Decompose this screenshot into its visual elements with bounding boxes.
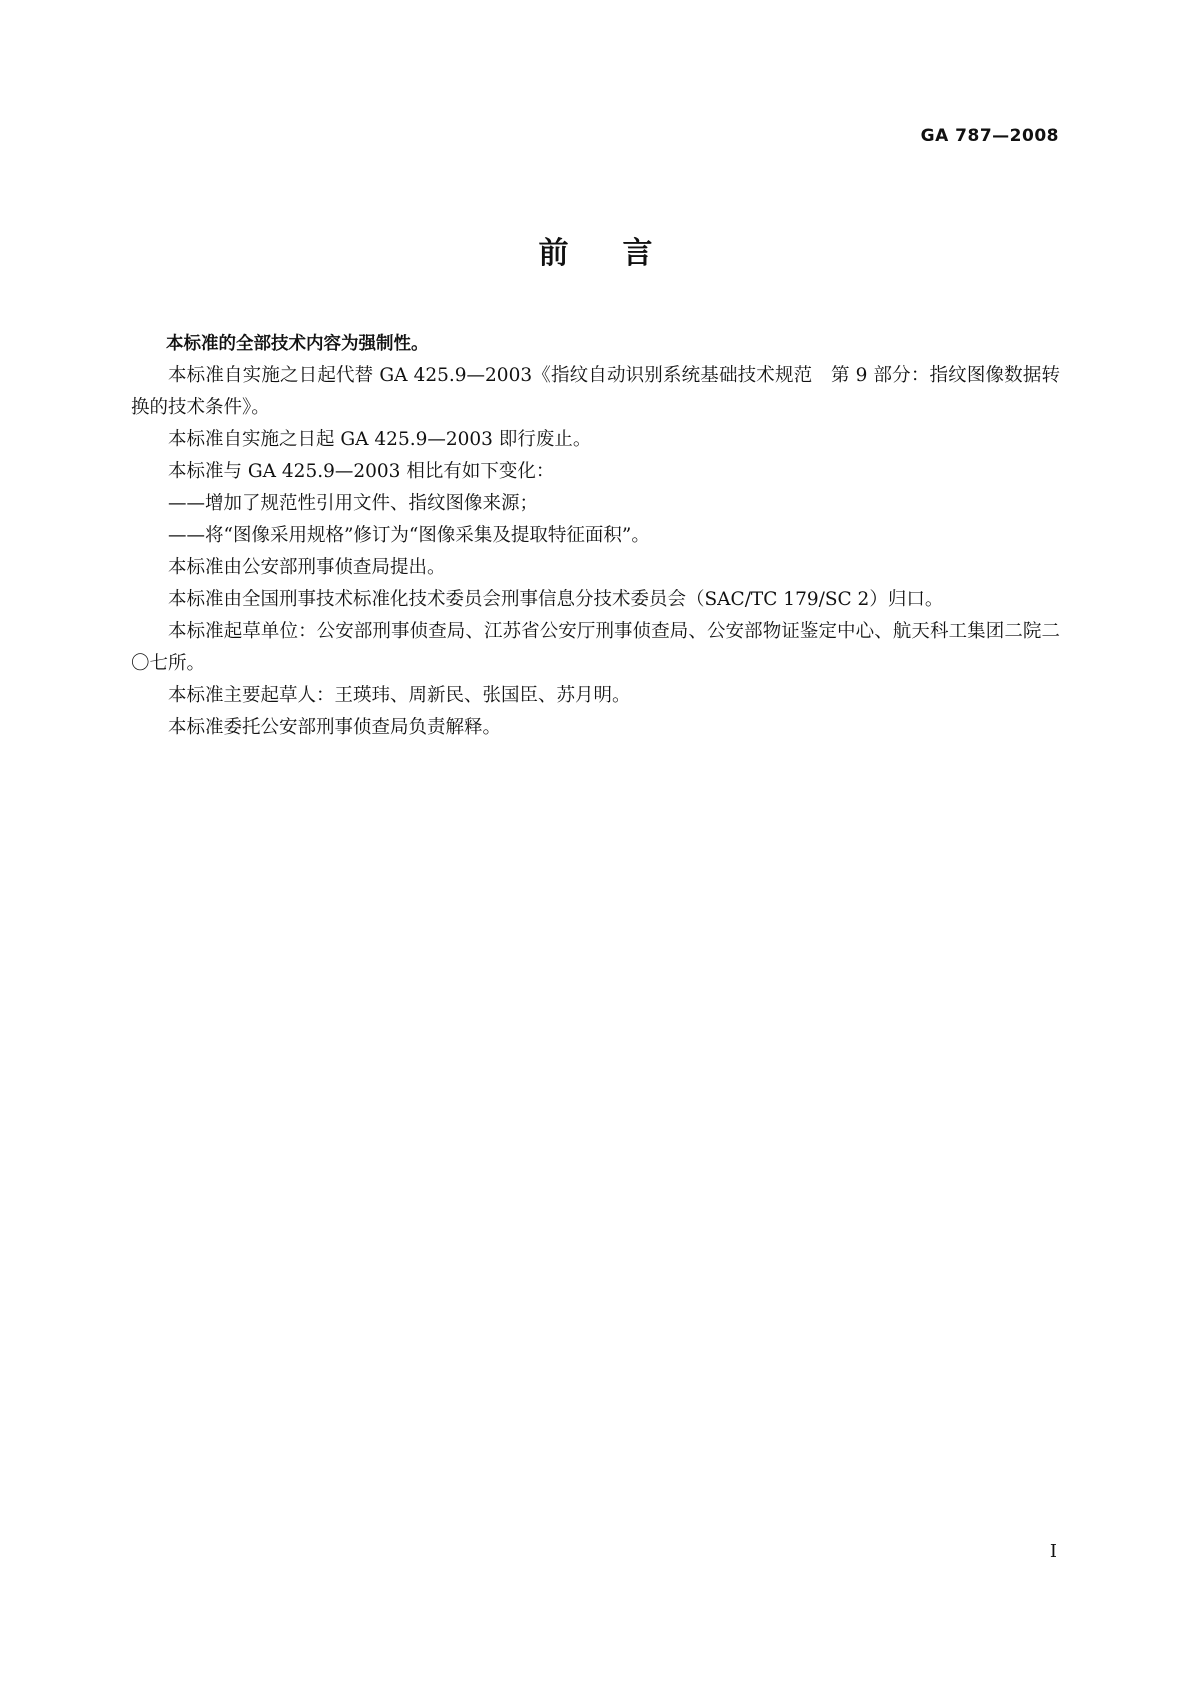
paragraph-interpretation: 本标准委托公安部刑事侦查局负责解释。	[168, 717, 502, 738]
paragraph-change-item: ——将“图像采用规格”修订为“图像采集及提取特征面积”。	[168, 525, 650, 546]
paragraph-abolition: 本标准自实施之日起 GA 425.9—2003 即行废止。	[168, 429, 592, 450]
paragraph-drafters: 本标准主要起草人：王瑛玮、周新民、张国臣、苏月明。	[168, 685, 631, 706]
page-title: 前言	[538, 236, 707, 271]
foreword-body	[131, 328, 1060, 744]
standard-code: GA 787—2008	[920, 126, 1059, 146]
paragraph-replacement: 本标准自实施之日起代替 GA 425.9—2003《指纹自动识别系统基础技术规范 第 9 部分：指纹图像数据转换的技术条件》。	[131, 365, 1060, 418]
paragraph-proposer: 本标准由公安部刑事侦查局提出。	[168, 557, 446, 578]
paragraph-changes-intro: 本标准与 GA 425.9—2003 相比有如下变化：	[168, 461, 555, 482]
paragraph-committee: 本标准由全国刑事技术标准化技术委员会刑事信息分技术委员会（SAC/TC 179/SC 2）归口。	[168, 589, 944, 610]
paragraph-mandatory-statement: 本标准的全部技术内容为强制性。	[166, 334, 429, 354]
paragraph-change-item: ——增加了规范性引用文件、指纹图像来源；	[168, 493, 539, 514]
paragraph-drafting-units: 本标准起草单位：公安部刑事侦查局、江苏省公安厅刑事侦查局、公安部物证鉴定中心、航天科工集团二院二〇七所。	[131, 621, 1060, 674]
page-number: I	[1049, 1541, 1057, 1562]
